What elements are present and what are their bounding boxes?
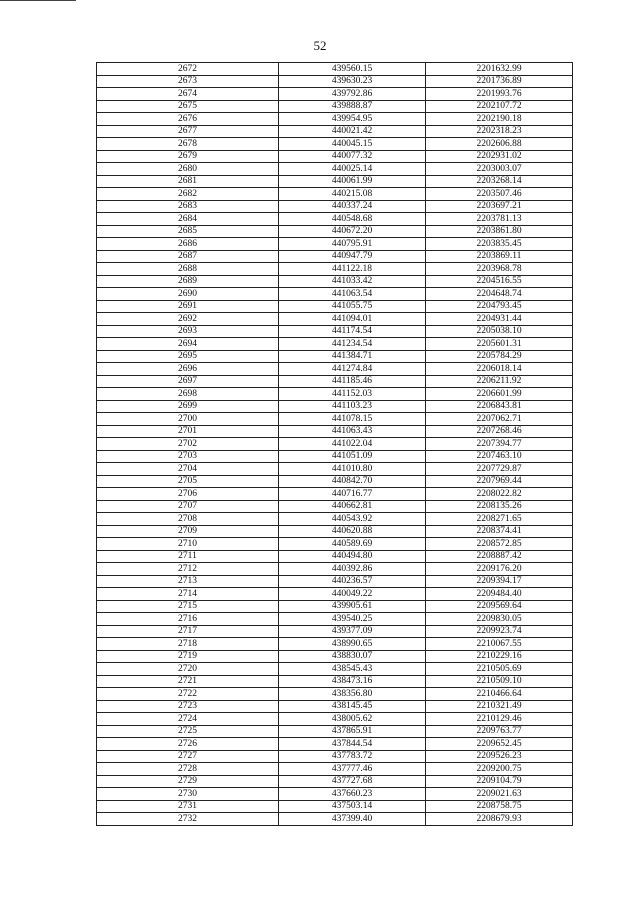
x-coordinate-cell: 441185.46 <box>279 375 426 388</box>
x-coordinate-cell: 440548.68 <box>279 213 426 226</box>
point-number-cell: 2710 <box>97 538 279 551</box>
x-coordinate-cell: 439540.25 <box>279 613 426 626</box>
x-coordinate-cell: 437844.54 <box>279 738 426 751</box>
point-number-cell: 2720 <box>97 663 279 676</box>
table-row <box>97 475 573 488</box>
point-number-cell: 2681 <box>97 175 279 188</box>
table-row <box>97 575 573 588</box>
point-number-cell: 2730 <box>97 788 279 801</box>
table-row <box>97 650 573 663</box>
y-coordinate-cell: 2209526.23 <box>426 750 573 763</box>
table-row <box>97 275 573 288</box>
x-coordinate-cell: 437399.40 <box>279 813 426 826</box>
point-number-cell: 2683 <box>97 200 279 213</box>
y-coordinate-cell: 2203861.80 <box>426 225 573 238</box>
y-coordinate-cell: 2203507.46 <box>426 188 573 201</box>
x-coordinate-cell: 440620.88 <box>279 525 426 538</box>
x-coordinate-cell: 439954.95 <box>279 113 426 126</box>
x-coordinate-cell: 441063.43 <box>279 425 426 438</box>
x-coordinate-cell: 437865.91 <box>279 725 426 738</box>
x-coordinate-cell: 441094.01 <box>279 313 426 326</box>
table-row <box>97 713 573 726</box>
x-coordinate-cell: 440077.32 <box>279 150 426 163</box>
y-coordinate-cell: 2208679.93 <box>426 813 573 826</box>
point-number-cell: 2676 <box>97 113 279 126</box>
point-number-cell: 2722 <box>97 688 279 701</box>
point-number-cell: 2691 <box>97 300 279 313</box>
coordinate-table <box>96 62 573 826</box>
y-coordinate-cell: 2208271.65 <box>426 513 573 526</box>
y-coordinate-cell: 2207062.71 <box>426 413 573 426</box>
y-coordinate-cell: 2210129.46 <box>426 713 573 726</box>
point-number-cell: 2685 <box>97 225 279 238</box>
table-row <box>97 88 573 101</box>
point-number-cell: 2699 <box>97 400 279 413</box>
y-coordinate-cell: 2204648.74 <box>426 288 573 301</box>
x-coordinate-cell: 438005.62 <box>279 713 426 726</box>
y-coordinate-cell: 2209652.45 <box>426 738 573 751</box>
table-row <box>97 125 573 138</box>
x-coordinate-cell: 441274.84 <box>279 363 426 376</box>
table-row <box>97 500 573 513</box>
x-coordinate-cell: 441055.75 <box>279 300 426 313</box>
y-coordinate-cell: 2208758.75 <box>426 800 573 813</box>
y-coordinate-cell: 2209176.20 <box>426 563 573 576</box>
y-coordinate-cell: 2210229.16 <box>426 650 573 663</box>
table-row <box>97 400 573 413</box>
table-row <box>97 200 573 213</box>
point-number-cell: 2726 <box>97 738 279 751</box>
point-number-cell: 2704 <box>97 463 279 476</box>
table-row <box>97 63 573 76</box>
point-number-cell: 2725 <box>97 725 279 738</box>
point-number-cell: 2717 <box>97 625 279 638</box>
point-number-cell: 2697 <box>97 375 279 388</box>
y-coordinate-cell: 2209104.79 <box>426 775 573 788</box>
point-number-cell: 2696 <box>97 363 279 376</box>
y-coordinate-cell: 2202318.23 <box>426 125 573 138</box>
y-coordinate-cell: 2209200.75 <box>426 763 573 776</box>
y-coordinate-cell: 2206211.92 <box>426 375 573 388</box>
x-coordinate-cell: 440021.42 <box>279 125 426 138</box>
table-row <box>97 350 573 363</box>
x-coordinate-cell: 440947.79 <box>279 250 426 263</box>
y-coordinate-cell: 2209923.74 <box>426 625 573 638</box>
table-row <box>97 150 573 163</box>
table-row <box>97 100 573 113</box>
point-number-cell: 2684 <box>97 213 279 226</box>
y-coordinate-cell: 2208374.41 <box>426 525 573 538</box>
x-coordinate-cell: 441103.23 <box>279 400 426 413</box>
y-coordinate-cell: 2207463.10 <box>426 450 573 463</box>
x-coordinate-cell: 440795.91 <box>279 238 426 251</box>
x-coordinate-cell: 441051.09 <box>279 450 426 463</box>
y-coordinate-cell: 2202606.88 <box>426 138 573 151</box>
point-number-cell: 2706 <box>97 488 279 501</box>
y-coordinate-cell: 2201736.89 <box>426 75 573 88</box>
table-row <box>97 175 573 188</box>
y-coordinate-cell: 2210067.55 <box>426 638 573 651</box>
point-number-cell: 2721 <box>97 675 279 688</box>
y-coordinate-cell: 2203268.14 <box>426 175 573 188</box>
y-coordinate-cell: 2207394.77 <box>426 438 573 451</box>
x-coordinate-cell: 438356.80 <box>279 688 426 701</box>
y-coordinate-cell: 2210505.69 <box>426 663 573 676</box>
x-coordinate-cell: 440672.20 <box>279 225 426 238</box>
table-row <box>97 788 573 801</box>
x-coordinate-cell: 437777.46 <box>279 763 426 776</box>
table-row <box>97 300 573 313</box>
point-number-cell: 2707 <box>97 500 279 513</box>
y-coordinate-cell: 2209830.05 <box>426 613 573 626</box>
x-coordinate-cell: 441122.18 <box>279 263 426 276</box>
table-row <box>97 313 573 326</box>
x-coordinate-cell: 441234.54 <box>279 338 426 351</box>
x-coordinate-cell: 440337.24 <box>279 200 426 213</box>
x-coordinate-cell: 440025.14 <box>279 163 426 176</box>
point-number-cell: 2724 <box>97 713 279 726</box>
y-coordinate-cell: 2209569.64 <box>426 600 573 613</box>
table-row <box>97 800 573 813</box>
point-number-cell: 2689 <box>97 275 279 288</box>
y-coordinate-cell: 2201632.99 <box>426 63 573 76</box>
point-number-cell: 2718 <box>97 638 279 651</box>
point-number-cell: 2693 <box>97 325 279 338</box>
y-coordinate-cell: 2208022.82 <box>426 488 573 501</box>
x-coordinate-cell: 441078.15 <box>279 413 426 426</box>
x-coordinate-cell: 437660.23 <box>279 788 426 801</box>
point-number-cell: 2702 <box>97 438 279 451</box>
x-coordinate-cell: 439792.86 <box>279 88 426 101</box>
point-number-cell: 2677 <box>97 125 279 138</box>
table-row <box>97 213 573 226</box>
table-row <box>97 663 573 676</box>
point-number-cell: 2714 <box>97 588 279 601</box>
y-coordinate-cell: 2209021.63 <box>426 788 573 801</box>
y-coordinate-cell: 2208572.85 <box>426 538 573 551</box>
point-number-cell: 2711 <box>97 550 279 563</box>
x-coordinate-cell: 439888.87 <box>279 100 426 113</box>
x-coordinate-cell: 440842.70 <box>279 475 426 488</box>
table-row <box>97 363 573 376</box>
table-row <box>97 288 573 301</box>
y-coordinate-cell: 2201993.76 <box>426 88 573 101</box>
point-number-cell: 2723 <box>97 700 279 713</box>
table-row <box>97 675 573 688</box>
x-coordinate-cell: 439905.61 <box>279 600 426 613</box>
point-number-cell: 2719 <box>97 650 279 663</box>
y-coordinate-cell: 2207729.87 <box>426 463 573 476</box>
point-number-cell: 2729 <box>97 775 279 788</box>
y-coordinate-cell: 2209394.17 <box>426 575 573 588</box>
point-number-cell: 2694 <box>97 338 279 351</box>
table-row <box>97 450 573 463</box>
table-row <box>97 688 573 701</box>
y-coordinate-cell: 2207268.46 <box>426 425 573 438</box>
point-number-cell: 2678 <box>97 138 279 151</box>
x-coordinate-cell: 440716.77 <box>279 488 426 501</box>
point-number-cell: 2728 <box>97 763 279 776</box>
table-row <box>97 738 573 751</box>
x-coordinate-cell: 441010.80 <box>279 463 426 476</box>
point-number-cell: 2690 <box>97 288 279 301</box>
table-row <box>97 138 573 151</box>
point-number-cell: 2679 <box>97 150 279 163</box>
table-row <box>97 763 573 776</box>
table-row <box>97 225 573 238</box>
table-row <box>97 538 573 551</box>
y-coordinate-cell: 2203869.11 <box>426 250 573 263</box>
x-coordinate-cell: 441384.71 <box>279 350 426 363</box>
x-coordinate-cell: 437783.72 <box>279 750 426 763</box>
x-coordinate-cell: 440392.86 <box>279 563 426 576</box>
x-coordinate-cell: 441022.04 <box>279 438 426 451</box>
x-coordinate-cell: 438990.65 <box>279 638 426 651</box>
x-coordinate-cell: 441174.54 <box>279 325 426 338</box>
point-number-cell: 2686 <box>97 238 279 251</box>
y-coordinate-cell: 2203003.07 <box>426 163 573 176</box>
table-row <box>97 550 573 563</box>
y-coordinate-cell: 2202190.18 <box>426 113 573 126</box>
y-coordinate-cell: 2207969.44 <box>426 475 573 488</box>
y-coordinate-cell: 2210509.10 <box>426 675 573 688</box>
table-row <box>97 625 573 638</box>
x-coordinate-cell: 440662.81 <box>279 500 426 513</box>
y-coordinate-cell: 2202931.02 <box>426 150 573 163</box>
y-coordinate-cell: 2202107.72 <box>426 100 573 113</box>
point-number-cell: 2682 <box>97 188 279 201</box>
table-row <box>97 813 573 826</box>
point-number-cell: 2687 <box>97 250 279 263</box>
table-row <box>97 238 573 251</box>
point-number-cell: 2673 <box>97 75 279 88</box>
y-coordinate-cell: 2209484.40 <box>426 588 573 601</box>
table-row <box>97 488 573 501</box>
table-body <box>97 63 573 826</box>
point-number-cell: 2708 <box>97 513 279 526</box>
x-coordinate-cell: 440049.22 <box>279 588 426 601</box>
point-number-cell: 2674 <box>97 88 279 101</box>
table-row <box>97 375 573 388</box>
y-coordinate-cell: 2203697.21 <box>426 200 573 213</box>
y-coordinate-cell: 2205784.29 <box>426 350 573 363</box>
x-coordinate-cell: 439560.15 <box>279 63 426 76</box>
y-coordinate-cell: 2210321.49 <box>426 700 573 713</box>
table-row <box>97 250 573 263</box>
x-coordinate-cell: 441152.03 <box>279 388 426 401</box>
point-number-cell: 2712 <box>97 563 279 576</box>
x-coordinate-cell: 439377.09 <box>279 625 426 638</box>
x-coordinate-cell: 440061.99 <box>279 175 426 188</box>
table-row <box>97 700 573 713</box>
x-coordinate-cell: 441033.42 <box>279 275 426 288</box>
y-coordinate-cell: 2208887.42 <box>426 550 573 563</box>
table-row <box>97 513 573 526</box>
table-row <box>97 588 573 601</box>
x-coordinate-cell: 440543.92 <box>279 513 426 526</box>
y-coordinate-cell: 2203968.78 <box>426 263 573 276</box>
point-number-cell: 2692 <box>97 313 279 326</box>
table-row <box>97 188 573 201</box>
table-row <box>97 263 573 276</box>
x-coordinate-cell: 441063.54 <box>279 288 426 301</box>
table-row <box>97 413 573 426</box>
point-number-cell: 2672 <box>97 63 279 76</box>
table-row <box>97 638 573 651</box>
table-row <box>97 438 573 451</box>
table-row <box>97 388 573 401</box>
x-coordinate-cell: 439630.23 <box>279 75 426 88</box>
point-number-cell: 2731 <box>97 800 279 813</box>
x-coordinate-cell: 438145.45 <box>279 700 426 713</box>
point-number-cell: 2675 <box>97 100 279 113</box>
table-row <box>97 338 573 351</box>
y-coordinate-cell: 2204931.44 <box>426 313 573 326</box>
y-coordinate-cell: 2209763.77 <box>426 725 573 738</box>
table-row <box>97 113 573 126</box>
point-number-cell: 2705 <box>97 475 279 488</box>
y-coordinate-cell: 2203781.13 <box>426 213 573 226</box>
table-row <box>97 750 573 763</box>
y-coordinate-cell: 2205601.31 <box>426 338 573 351</box>
y-coordinate-cell: 2210466.64 <box>426 688 573 701</box>
table-row <box>97 600 573 613</box>
x-coordinate-cell: 437727.68 <box>279 775 426 788</box>
point-number-cell: 2713 <box>97 575 279 588</box>
x-coordinate-cell: 438545.43 <box>279 663 426 676</box>
x-coordinate-cell: 440494.80 <box>279 550 426 563</box>
table-row <box>97 725 573 738</box>
point-number-cell: 2695 <box>97 350 279 363</box>
table-row <box>97 75 573 88</box>
table-row <box>97 463 573 476</box>
point-number-cell: 2727 <box>97 750 279 763</box>
x-coordinate-cell: 440215.08 <box>279 188 426 201</box>
x-coordinate-cell: 437503.14 <box>279 800 426 813</box>
top-rule <box>0 0 76 1</box>
point-number-cell: 2732 <box>97 813 279 826</box>
x-coordinate-cell: 440236.57 <box>279 575 426 588</box>
table-row <box>97 325 573 338</box>
point-number-cell: 2700 <box>97 413 279 426</box>
point-number-cell: 2698 <box>97 388 279 401</box>
point-number-cell: 2680 <box>97 163 279 176</box>
y-coordinate-cell: 2208135.26 <box>426 500 573 513</box>
y-coordinate-cell: 2204793.45 <box>426 300 573 313</box>
y-coordinate-cell: 2204516.55 <box>426 275 573 288</box>
point-number-cell: 2715 <box>97 600 279 613</box>
y-coordinate-cell: 2206601.99 <box>426 388 573 401</box>
table-row <box>97 613 573 626</box>
page-number: 52 <box>313 38 327 53</box>
table-row <box>97 775 573 788</box>
y-coordinate-cell: 2206018.14 <box>426 363 573 376</box>
y-coordinate-cell: 2206843.81 <box>426 400 573 413</box>
x-coordinate-cell: 440045.15 <box>279 138 426 151</box>
point-number-cell: 2703 <box>97 450 279 463</box>
y-coordinate-cell: 2205038.10 <box>426 325 573 338</box>
table-row <box>97 425 573 438</box>
table-row <box>97 163 573 176</box>
x-coordinate-cell: 440589.69 <box>279 538 426 551</box>
x-coordinate-cell: 438830.07 <box>279 650 426 663</box>
point-number-cell: 2716 <box>97 613 279 626</box>
y-coordinate-cell: 2203835.45 <box>426 238 573 251</box>
table-row <box>97 563 573 576</box>
point-number-cell: 2701 <box>97 425 279 438</box>
point-number-cell: 2688 <box>97 263 279 276</box>
point-number-cell: 2709 <box>97 525 279 538</box>
table-row <box>97 525 573 538</box>
x-coordinate-cell: 438473.16 <box>279 675 426 688</box>
